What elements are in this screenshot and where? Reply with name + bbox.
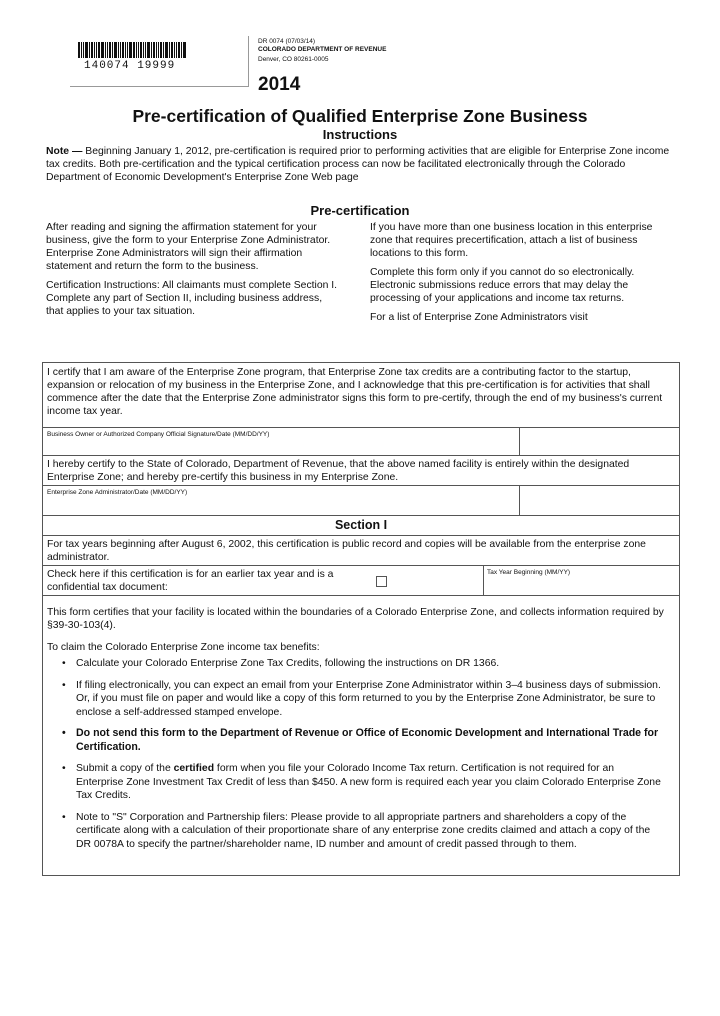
admin-signature-date-field[interactable] — [525, 490, 673, 514]
barcode-bar — [153, 42, 155, 58]
bullet4-certified: certified — [173, 763, 215, 774]
barcode-bar — [143, 42, 144, 58]
barcode-bar — [160, 42, 162, 58]
barcode-bar — [89, 42, 90, 58]
precert-left-column — [46, 221, 342, 324]
owner-signature-date-field[interactable] — [525, 432, 673, 454]
form-year: 2014 — [258, 74, 301, 95]
admin-signature-field[interactable] — [53, 498, 513, 514]
barcode-bar — [78, 42, 80, 58]
earlier-year-check-label: Check here if this certification is for an earlier tax year and is a confidential tax document: — [47, 569, 334, 593]
barcode-bar — [107, 42, 108, 58]
precertification-heading: Pre-certification — [310, 203, 410, 218]
barcode-bar — [171, 42, 173, 58]
barcode-bar — [122, 42, 124, 58]
admin-signature-label: Enterprise Zone Administrator/Date (MM/DD/YY) — [47, 489, 188, 496]
barcode-bar — [120, 42, 121, 58]
barcode-number: 140074 19999 — [84, 60, 176, 72]
barcode-bar — [133, 42, 135, 58]
precert-right-paragraph-1: If you have more than one business location in this enterprise zone that requires precertification, attach a list of business locations to this form. — [370, 222, 653, 259]
instructions-heading: Instructions — [322, 127, 398, 142]
department-address: Denver, CO 80261-0005 — [258, 56, 329, 63]
barcode-bar — [114, 42, 117, 58]
list-item: • If filing electronically, you can expect an email from your Enterprise Zone Administrator within 3–4 business days of submission. Or, if you must file on paper and would like a copy of this form returned to you by the Enterprise Zone Administrator, be sure to enclose a self-addressed stamped envelope. — [62, 679, 662, 720]
barcode-bar — [98, 42, 100, 58]
barcode-bar — [178, 42, 180, 58]
barcode-bar — [109, 42, 111, 58]
claim-instructions-list — [62, 657, 662, 859]
barcode-bar — [105, 42, 106, 58]
barcode-bar — [158, 42, 159, 58]
note-text: Beginning January 1, 2012, pre-certification is required prior to performing activities that are eligible for Enterprise Zone income tax credits. Both pre-certification and the typical certification process can now be facilitated electronically through the Colorado Department of Economic Development's Enterprise Zone Web page — [46, 146, 670, 183]
note-lead: Note — — [46, 146, 83, 157]
barcode-bar — [112, 42, 113, 58]
barcode-bar — [129, 42, 132, 58]
owner-certify-statement: I certify that I am aware of the Enterprise Zone program, that Enterprise Zone tax credits are a contributing factor to the startup, expansion or relocation of my business in the Enterprise Zone, and I acknowledge that this pre-certification is for activities that shall commence after the date that the Enterprise Zone administrator signs this form to pre-certify, through the end of my business's current income tax year. — [47, 367, 663, 417]
barcode-bar — [96, 42, 97, 58]
barcode-bar — [183, 42, 186, 58]
admin-signature-divider — [519, 486, 520, 516]
barcode-bar — [118, 42, 119, 58]
barcode-bar — [125, 42, 126, 58]
section-1-header — [43, 515, 679, 536]
list-item: • Do not send this form to the Department of Revenue or Office of Economic Development and International Trade for Certification. — [62, 727, 662, 754]
owner-signature-field[interactable] — [53, 440, 513, 454]
note-paragraph — [46, 145, 676, 184]
barcode-bar — [145, 42, 146, 58]
list-item — [62, 762, 662, 803]
bullet4-text-c: form when you file your Colorado Income Tax return. Certification is not required for an Enterprise Zone Investment Tax Credit of less than $450. A new form is required each year you claim Colorado Enterprise Zone Tax Credits. — [76, 763, 661, 801]
barcode-bar — [94, 42, 95, 58]
barcode-bar — [81, 42, 82, 58]
barcode-bar — [163, 42, 164, 58]
owner-signature-label: Business Owner or Authorized Company Official Signature/Date (MM/DD/YY) — [47, 431, 270, 438]
earlier-year-row — [43, 565, 679, 596]
admin-certify-row — [43, 455, 679, 484]
barcode-bar — [136, 42, 137, 58]
barcode-bar — [140, 42, 142, 58]
admin-signature-row — [43, 485, 679, 516]
barcode-bar — [156, 42, 157, 58]
list-item: • Calculate your Colorado Enterprise Zone Tax Credits, following the instructions on DR 1366. — [62, 657, 662, 671]
barcode-bar — [165, 42, 168, 58]
barcode-bar — [91, 42, 93, 58]
barcode-bar — [85, 42, 88, 58]
bullet4-text-a: Submit a copy of the — [76, 763, 174, 774]
barcode-bar — [101, 42, 104, 58]
tax-year-label: Tax Year Beginning (MM/YY) — [487, 569, 571, 576]
list-item: • Note to "S" Corporation and Partnership filers: Please provide to all appropriate partners and shareholders a copy of the certificate along with a calculation of their proportionate share of any enterprise zone credits claimed and attach a copy of the DR 0078A to specify the partner/shareholder name, ID number and amount of credit passed through to them. — [62, 811, 662, 852]
barcode-bar — [83, 42, 84, 58]
page-title: Pre-certification of Qualified Enterprise Zone Business — [132, 106, 588, 126]
precert-right-column — [370, 221, 676, 330]
barcode-bar — [176, 42, 177, 58]
earlier-year-checkbox[interactable] — [376, 576, 387, 587]
public-record-row — [43, 535, 679, 564]
admin-certify-statement: I hereby certify to the State of Colorado, Department of Revenue, that the above named facility is entirely within the designated Enterprise Zone; and hereby pre-certify this business in my Enterprise Zone. — [47, 459, 630, 483]
precert-right-paragraph-3: For a list of Enterprise Zone Administrators visit — [370, 312, 588, 323]
precert-left-paragraph-2: Certification Instructions: All claimants must complete Section I. Complete any part of Section II, including business address, that applies to your tax situation. — [46, 280, 338, 317]
section-1-heading: Section I — [334, 518, 388, 532]
public-record-statement: For tax years beginning after August 6, 2002, this certification is public record and copies will be available from the enterprise zone administrator. — [47, 539, 646, 563]
tax-year-field[interactable] — [489, 578, 673, 594]
form-code: DR 0074 (07/03/14) — [258, 38, 316, 45]
precert-left-paragraph-1: After reading and signing the affirmation statement for your business, give the form to your Enterprise Zone Administrator. Enterprise Zone Administrators will sign their affirmation statement and return the form to the business. — [46, 222, 331, 272]
barcode-bar — [151, 42, 152, 58]
precert-right-paragraph-2: Complete this form only if you cannot do so electronically. Electronic submissions reduce errors that may delay the processing of your applications and income tax returns. — [370, 267, 635, 304]
owner-signature-divider — [519, 428, 520, 456]
barcode-bar — [138, 42, 139, 58]
certifies-statement: This form certifies that your facility is located within the boundaries of a Colorado Enterprise Zone, and collects information required by §39-30-103(4). — [47, 607, 664, 631]
to-claim-statement: To claim the Colorado Enterprise Zone income tax benefits: — [47, 642, 320, 653]
barcode-bar — [147, 42, 150, 58]
barcode-bar — [127, 42, 128, 58]
tax-year-divider — [483, 566, 484, 596]
barcode-bar — [181, 42, 182, 58]
department-name: COLORADO DEPARTMENT OF REVENUE — [258, 46, 387, 53]
barcode — [78, 42, 212, 58]
owner-signature-row — [43, 427, 679, 456]
barcode-bar — [169, 42, 170, 58]
barcode-bar — [174, 42, 175, 58]
